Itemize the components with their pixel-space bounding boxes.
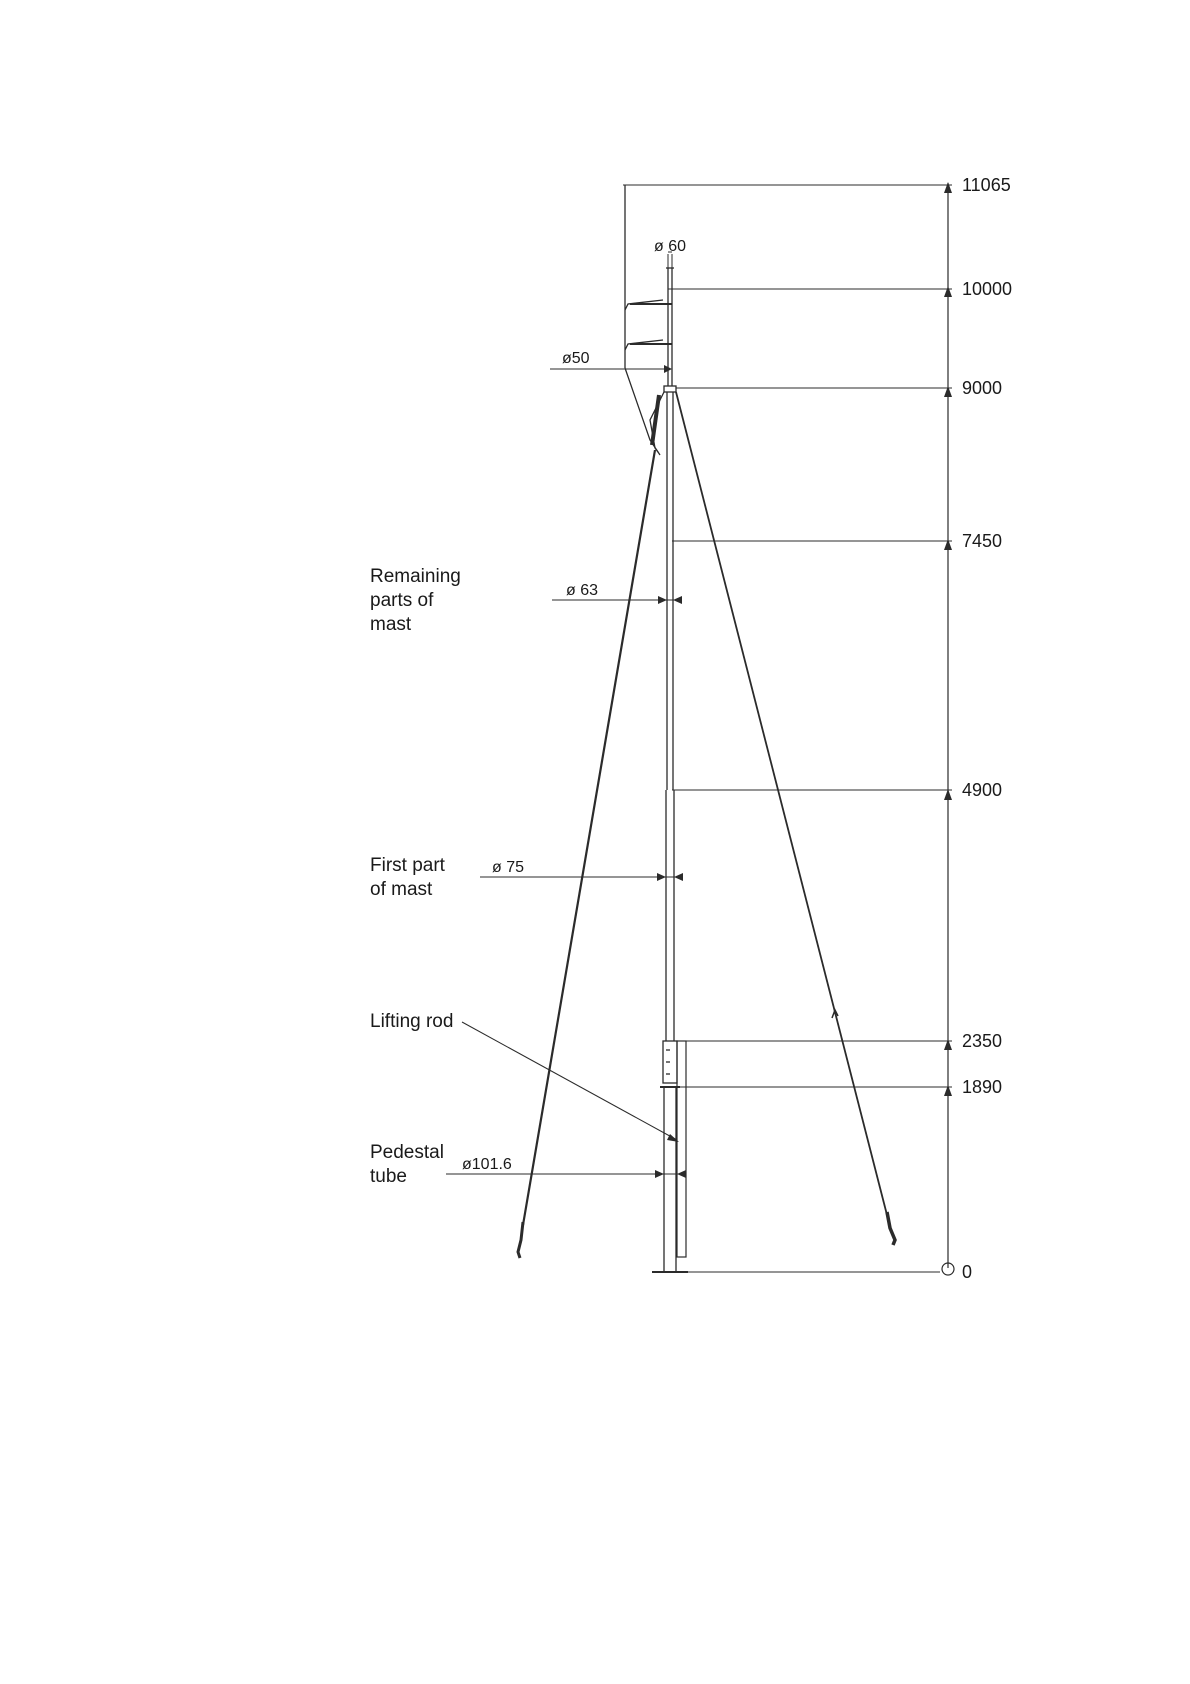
guy-attachment [650,386,676,452]
note-remaining-line-3: mast [370,614,412,635]
mast-remaining-section [667,392,673,790]
note-first-part [370,855,446,900]
diameter-63-label: ø 63 [566,582,599,599]
diameter-60-label: ø 60 [654,238,687,255]
note-pedestal-line-2: tube [370,1166,407,1187]
diameter-50-label: ø50 [562,350,590,367]
antenna-bracket [625,185,672,455]
note-remaining-line-2: parts of [370,590,434,611]
diameter-101-6-label: ø101.6 [462,1156,512,1173]
diameter-callouts [446,252,684,1174]
level-label-2350: 2350 [962,1031,1003,1051]
guy-wire-right [676,392,895,1245]
note-pedestal-line-1: Pedestal [370,1142,444,1163]
lifting-rod [677,1041,686,1257]
diameter-arrows [655,365,686,1178]
note-first-line-1: First part [370,855,445,876]
level-label-1890: 1890 [962,1077,1003,1097]
note-lifting-rod: Lifting rod [370,1011,454,1032]
level-label-10000: 10000 [962,279,1013,299]
mast-first-section [666,790,674,1041]
diameter-75-label: ø 75 [492,859,525,876]
level-label-11065: 11065 [962,175,1011,195]
pedestal-tube [652,1041,688,1272]
level-label-4900: 4900 [962,780,1003,800]
guy-wire-left [518,450,655,1258]
note-pedestal-tube [370,1142,444,1187]
level-label-9000: 9000 [962,378,1003,398]
level-label-0: 0 [962,1262,973,1282]
note-remaining-line-1: Remaining [370,566,461,587]
note-first-line-2: of mast [370,879,433,900]
mast-top-section [666,268,674,390]
level-label-7450: 7450 [962,531,1003,551]
note-remaining-parts [370,566,461,635]
